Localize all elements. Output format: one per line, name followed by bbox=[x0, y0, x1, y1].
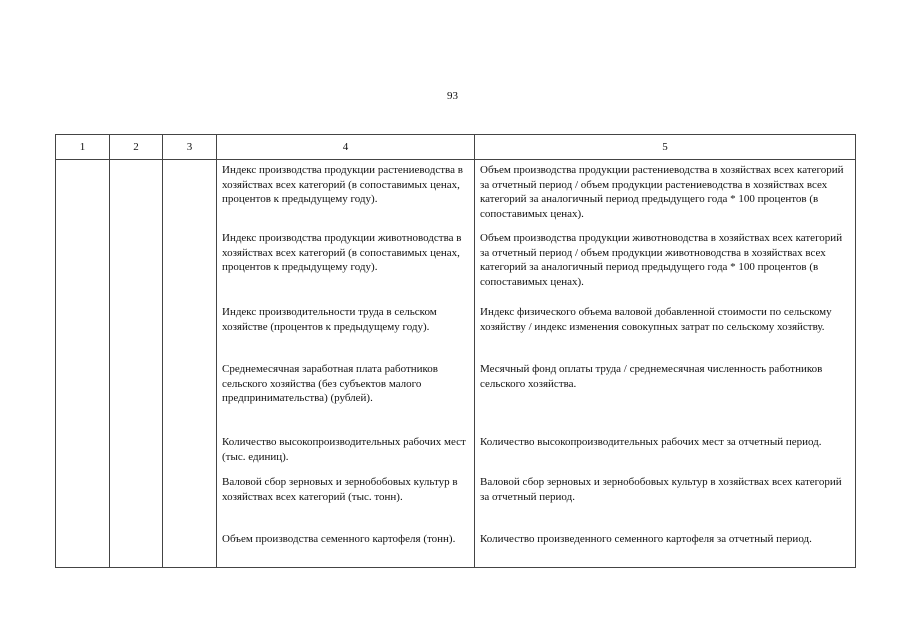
method-entry: Индекс физического объема валовой добавленной стоимости по сельскому хозяйству / индекс изменения совокупных затрат по сельскому хозяйству. bbox=[480, 306, 832, 333]
indicator-entry: Валовой сбор зерновых и зернобобовых культур в хозяйствах всех категорий (тыс. тонн). bbox=[222, 476, 458, 503]
method-entry: Месячный фонд оплаты труда / среднемесячная численность работников сельского хозяйства. bbox=[480, 363, 823, 390]
method-entry: Валовой сбор зерновых и зернобобовых культур в хозяйствах всех категорий за отчетный период. bbox=[480, 476, 842, 503]
indicator-entry: Индекс производства продукции животноводства в хозяйствах всех категорий (в сопоставимых ценах, процентов к предыдущему году). bbox=[222, 232, 462, 274]
indicator-entry: Количество высокопроизводительных рабочих мест (тыс. единиц). bbox=[222, 436, 466, 463]
method-entry: Объем производства продукции животноводства в хозяйствах всех категорий за отчетный период / объем продукции животноводства в хозяйствах всех категорий за аналогичный период предыдущего года * 100 процентов (в сопоставимых ценах). bbox=[480, 232, 843, 288]
column-3-cell bbox=[163, 160, 217, 568]
method-entry: Количество произведенного семенного картофеля за отчетный период. bbox=[480, 533, 812, 545]
column-1-cell bbox=[56, 160, 110, 568]
indicator-entry: Среднемесячная заработная плата работников сельского хозяйства (без субъектов малого предпринимательства) (рублей). bbox=[222, 363, 438, 405]
method-entry: Количество высокопроизводительных рабочих мест за отчетный период. bbox=[480, 436, 822, 448]
indicator-entry: Объем производства семенного картофеля (тонн). bbox=[222, 533, 456, 545]
column-2-cell bbox=[110, 160, 163, 568]
method-column bbox=[475, 160, 856, 568]
column-header-3: 3 bbox=[163, 135, 217, 160]
indicator-column bbox=[217, 160, 475, 568]
table-row bbox=[56, 160, 856, 568]
indicator-entry: Индекс производительности труда в сельском хозяйстве (процентов к предыдущему году). bbox=[222, 306, 437, 333]
column-header-4: 4 bbox=[217, 135, 475, 160]
method-entry: Объем производства продукции растениеводства в хозяйствах всех категорий за отчетный период / объем продукции растениеводства в хозяйствах всех категорий за аналогичный период предыдущего года * 100 процентов (в сопоставимых ценах). bbox=[480, 164, 844, 220]
indicator-table bbox=[55, 134, 856, 568]
column-header-2: 2 bbox=[110, 135, 163, 160]
indicator-entry: Индекс производства продукции растениеводства в хозяйствах всех категорий (в сопоставимых ценах, процентов к предыдущему году). bbox=[222, 164, 463, 206]
page-number: 93 bbox=[447, 90, 458, 102]
column-header-1: 1 bbox=[56, 135, 110, 160]
column-header-5: 5 bbox=[475, 135, 856, 160]
table-header-row bbox=[56, 135, 856, 160]
